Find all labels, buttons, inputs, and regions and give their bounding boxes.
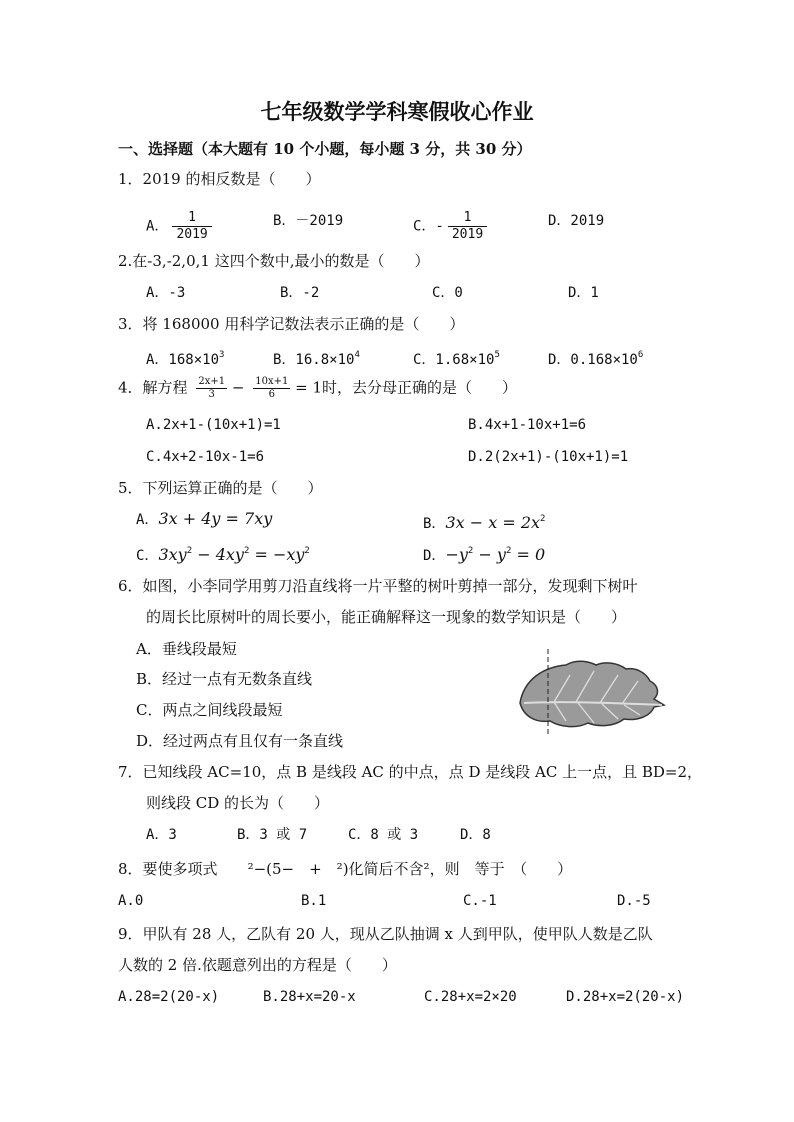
q1-c-fraction: $\frac{1}{2019}$ — [448, 210, 487, 243]
q3-stem: 3．将 168000 用科学记数法表示正确的是（ ） — [118, 315, 465, 333]
q6-stem-line-2: 的周长比原树叶的周长要小，能正确解释这一现象的数学知识是（ ） — [146, 608, 627, 626]
q6-option-b[interactable]: B．经过一点有无数条直线 — [136, 670, 313, 688]
q9-option-b[interactable]: B.28+x=20-x — [263, 989, 356, 1005]
q8-option-b[interactable]: B.1 — [301, 893, 327, 909]
q8-stem: 8．要使多项式 ²−(5− + ²)化简后不含²，则 等于 （ ） — [118, 860, 573, 878]
q2-option-d[interactable]: D．1 — [568, 285, 599, 301]
q6-option-a[interactable]: A．垂线段最短 — [136, 640, 237, 658]
section-heading: 一、选择题（本大题有 10 个小题，每小题 3 分，共 30 分） — [118, 140, 532, 158]
q4-stem: 4．解方程 $\frac{2x+1}{3}$ − $\frac{10x+1}{6}$ = 1时，去分母正确的是（ ） — [118, 376, 518, 400]
q1-a-label: A． — [146, 218, 169, 235]
q1-option-d[interactable]: D．2019 — [548, 213, 605, 229]
q3-option-d[interactable]: D．$0.168\times 10^6$ — [548, 350, 644, 368]
q6-option-c[interactable]: C．两点之间线段最短 — [136, 701, 283, 719]
q1-stem: 1．2019 的相反数是（ ） — [118, 170, 321, 188]
q2-option-a[interactable]: A．-3 — [146, 285, 186, 301]
q9-stem-line-1: 9．甲队有 28 人，乙队有 20 人，现从乙队抽调 x 人到甲队，使甲队人数是乙队 — [118, 925, 653, 943]
q9-option-a[interactable]: A.28=2(20-x) — [118, 989, 220, 1005]
q4-fraction-1: $\frac{2x+1}{3}$ — [198, 376, 226, 400]
q3-option-a[interactable]: A．$168\times 10^3$ — [146, 350, 225, 368]
q4-option-c[interactable]: C.4x+2-10x-1=6 — [146, 449, 265, 465]
q1-a-fraction: $\frac{1}{2019}$ — [172, 210, 211, 243]
q7-stem-line-1: 7．已知线段 AC=10，点 B 是线段 AC 的中点，点 D 是线段 AC 上一点，且 BD=2， — [118, 763, 703, 781]
q4-option-a[interactable]: A.2x+1-(10x+1)=1 — [146, 417, 281, 433]
q5-option-c[interactable]: C．$3xy^2 - 4xy^2 = -xy^2$ — [136, 545, 310, 564]
q9-option-d[interactable]: D.28+x=2(20-x) — [566, 989, 685, 1005]
q5-stem: 5．下列运算正确的是（ ） — [118, 479, 323, 497]
q7-option-b[interactable]: B．3 或 7 — [237, 827, 308, 843]
q7-option-a[interactable]: A．3 — [146, 827, 177, 843]
q7-stem-line-2: 则线段 CD 的长为（ ） — [146, 794, 330, 812]
q4-option-d[interactable]: D.2(2x+1)-(10x+1)=1 — [468, 449, 629, 465]
q4-option-b[interactable]: B.4x+1-10x+1=6 — [468, 417, 587, 433]
page-title: 七年级数学学科寒假收心作业 — [260, 99, 534, 124]
leaf-shape — [520, 661, 664, 726]
q2-option-c[interactable]: C．0 — [432, 285, 463, 301]
leaf-figure — [514, 645, 666, 741]
q1-option-b[interactable]: B．－2019 — [273, 213, 344, 229]
q8-option-d[interactable]: D.-5 — [617, 893, 651, 909]
q6-option-d[interactable]: D．经过两点有且仅有一条直线 — [136, 732, 344, 750]
q5-option-d[interactable]: D．$-y^2 - y^2 = 0$ — [423, 545, 546, 564]
q2-option-b[interactable]: B．-2 — [280, 285, 320, 301]
q2-stem: 2.在-3,-2,0,1 这四个数中,最小的数是（ ） — [118, 252, 430, 270]
q8-option-a[interactable]: A.0 — [118, 893, 144, 909]
q8-option-c[interactable]: C.-1 — [463, 893, 497, 909]
q6-stem-line-1: 6．如图，小李同学用剪刀沿直线将一片平整的树叶剪掉一部分，发现剩下树叶 — [118, 577, 638, 595]
q1-option-c[interactable] — [413, 210, 487, 243]
q7-option-c[interactable]: C．8 或 3 — [348, 827, 419, 843]
q7-option-d[interactable]: D．8 — [460, 827, 491, 843]
q5-option-b[interactable]: B．$3x - x = 2x^2$ — [423, 513, 546, 532]
q1-c-label: C．- — [413, 218, 444, 235]
q1-option-a[interactable] — [146, 210, 212, 243]
q3-option-b[interactable]: B．$16.8\times 10^4$ — [273, 350, 360, 368]
q9-option-c[interactable]: C.28+x=2×20 — [424, 989, 517, 1005]
q3-option-c[interactable]: C．$1.68\times 10^5$ — [413, 350, 500, 368]
q9-stem-line-2: 人数的 2 倍.依题意列出的方程是（ ） — [118, 956, 397, 974]
q5-option-a[interactable]: A．3x + 4y = 7xy — [136, 509, 273, 528]
q4-fraction-2: $\frac{10x+1}{6}$ — [255, 376, 289, 400]
